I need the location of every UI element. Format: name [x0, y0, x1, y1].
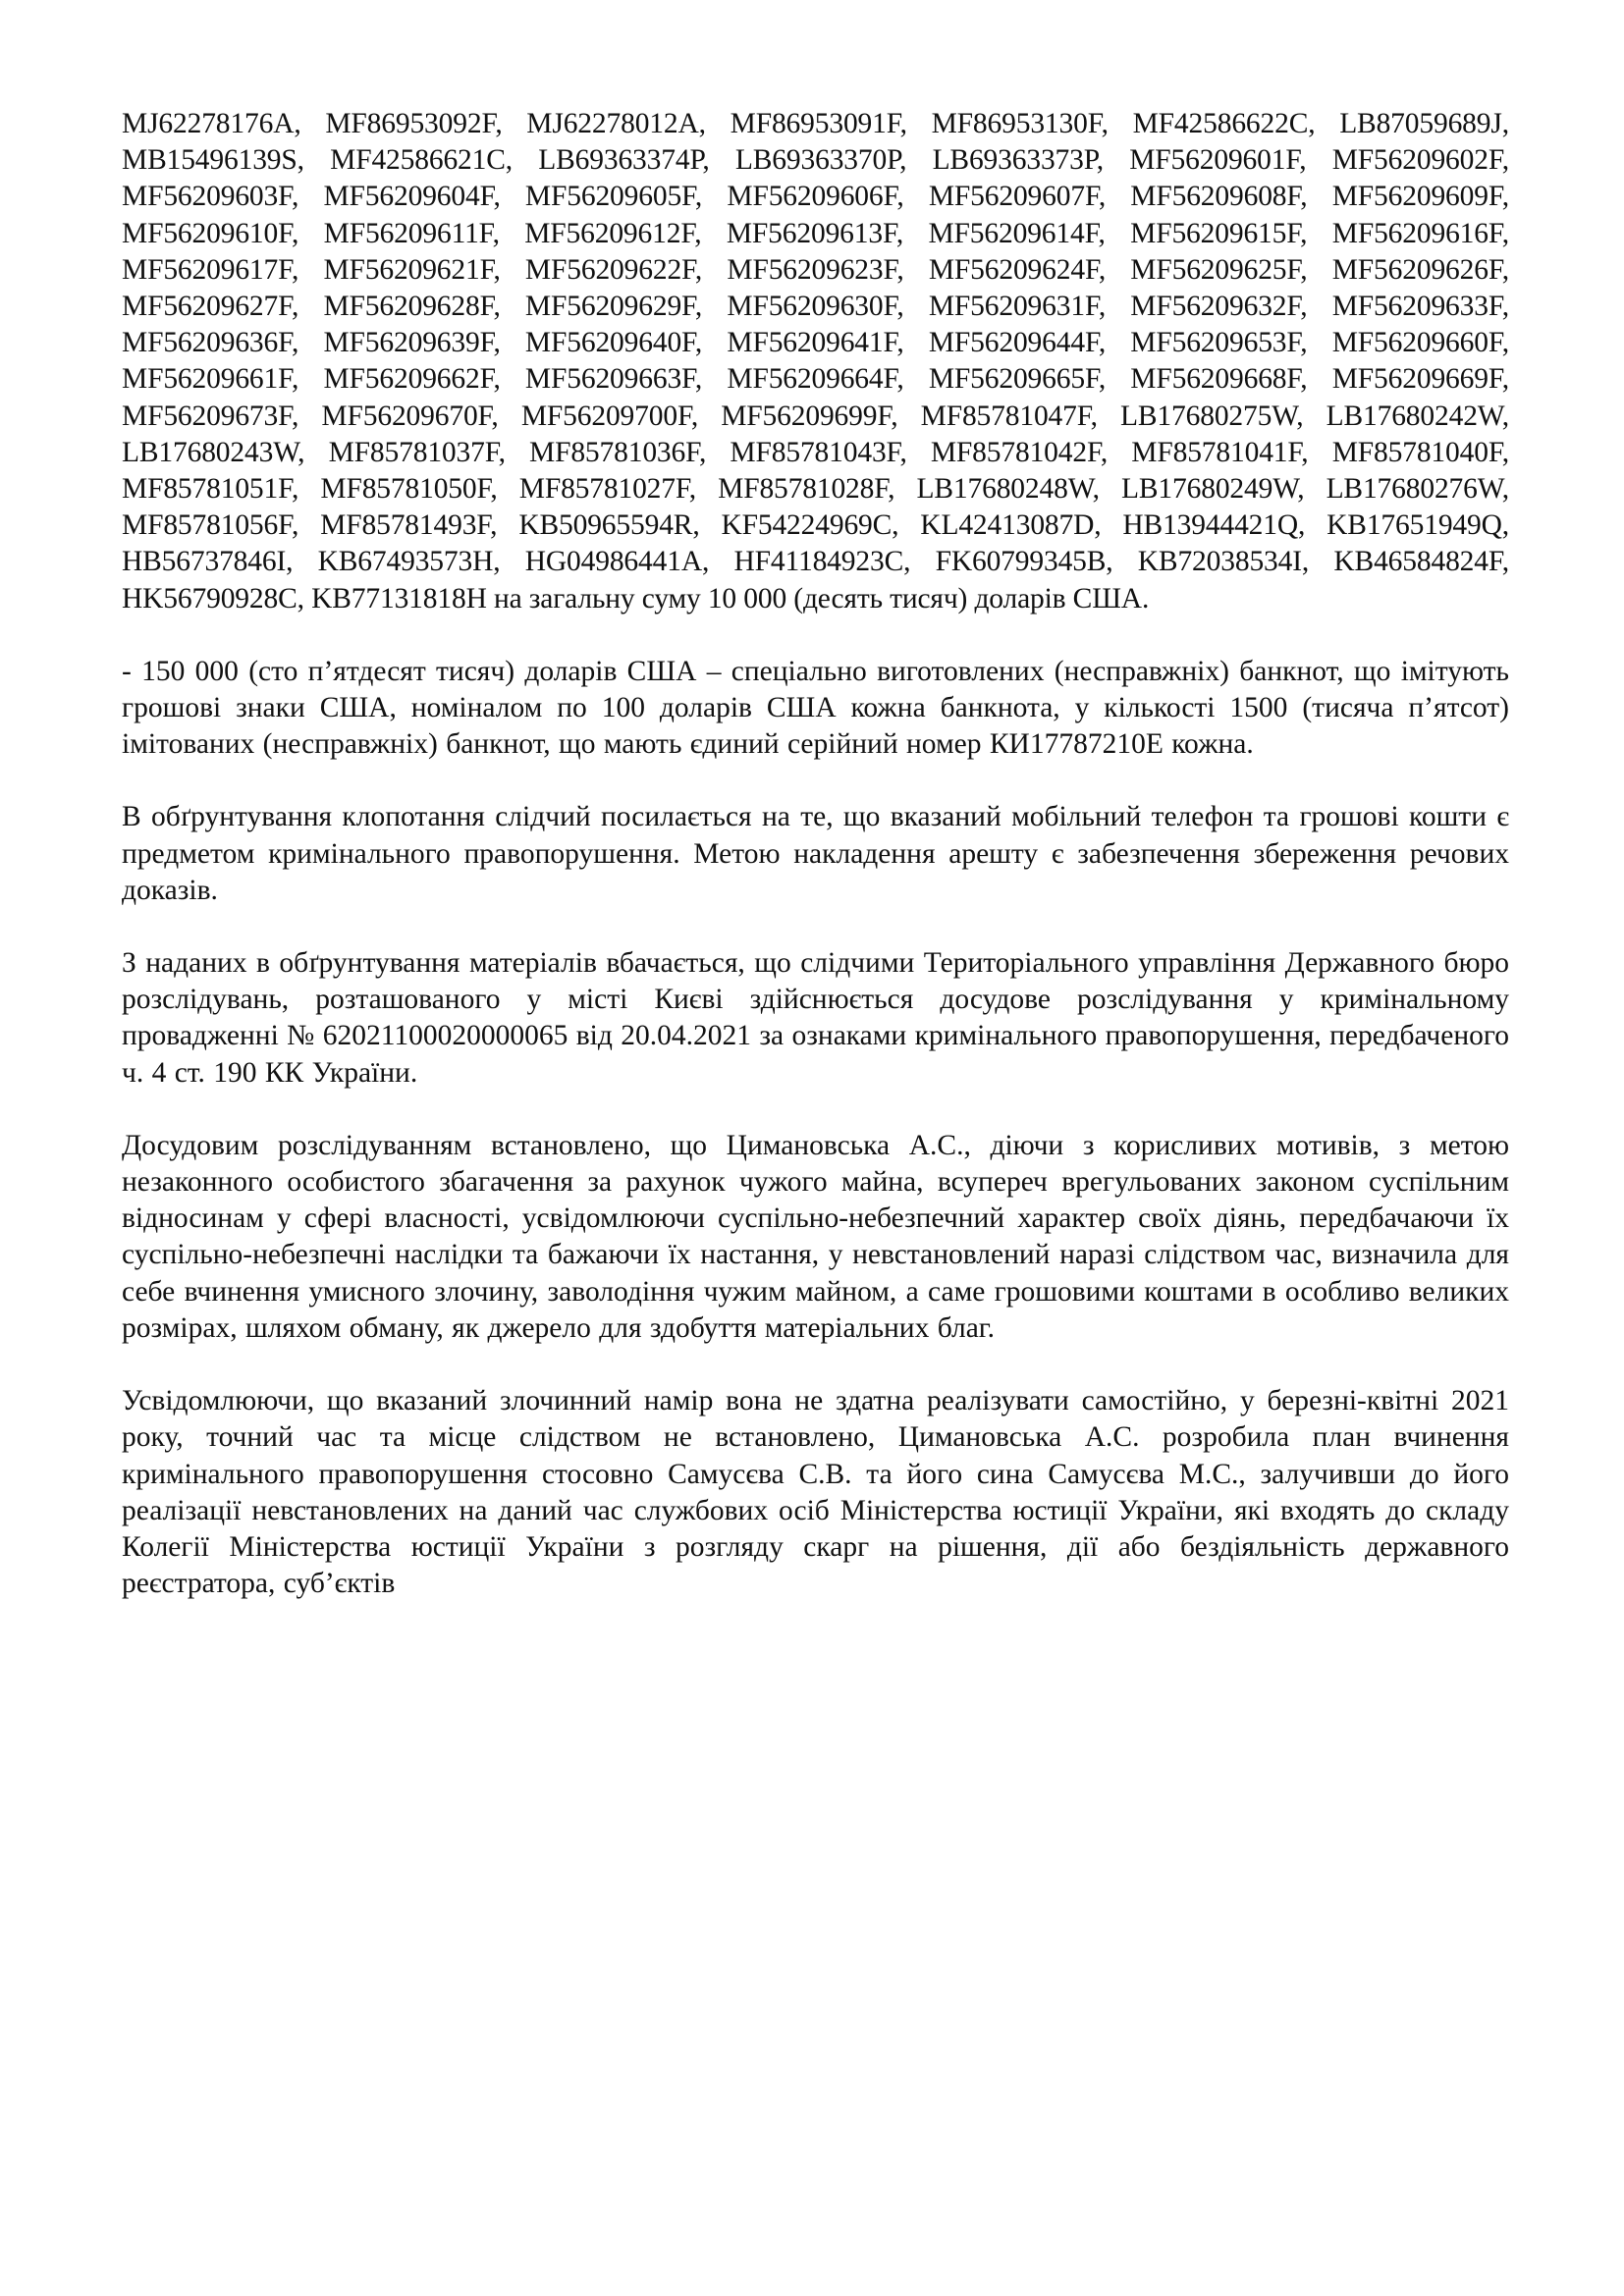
document-page — [122, 106, 1509, 1602]
serial-number: MF56209670F, — [321, 400, 499, 432]
serial-number: MF56209602F, — [1331, 144, 1509, 177]
serial-number: LB17680249W, — [1121, 473, 1305, 506]
serial-number: MF85781027F, — [518, 473, 697, 506]
serial-number: MF56209623F, — [727, 253, 904, 286]
paragraph-pretrial-findings: Досудовим розслідуванням встановлено, що Цимановська А.С., діючи з корисливих мотивів, з метою незаконного особистого збагачення за рахунок чужого майна, всупереч врегульованих законом суспільним відносинам у сфері власності, усвідомлюючи суспільно-небезпечний характер своїх діянь, передбачаючи їх суспільно-небезпечні наслідки та бажаючи їх настання, у невстановлений наразі слідством час, визначила для себе вчинення умисного злочину, заволодіння чужим майном, а саме грошовими коштами в особливо великих розмірах, шляхом обману, як джерело для здобуття матеріальних благ. — [122, 1129, 1509, 1344]
serial-number: MF85781036F, — [529, 436, 707, 468]
serial-number: MF56209668F, — [1130, 363, 1308, 396]
serial-number: MF85781037F, — [328, 436, 506, 468]
serial-number: MF56209609F, — [1331, 181, 1509, 213]
serial-number: MF56209628F, — [323, 291, 501, 323]
serial-number: KB46584824F, — [1333, 546, 1509, 578]
serial-number: MF86953130F, — [931, 108, 1109, 139]
serial-number: MF56209663F, — [524, 363, 703, 396]
serial-number: LB69363373P, — [932, 144, 1104, 177]
serial-number: MF86953092F, — [325, 108, 503, 139]
serial-number: MF56209615F, — [1130, 217, 1308, 249]
serial-number: MF56209661F, — [122, 363, 299, 396]
serial-number: MF56209624F, — [928, 253, 1107, 286]
serial-number: MF56209616F, — [1331, 217, 1510, 249]
serial-number: MF56209626F, — [1331, 253, 1509, 286]
serial-number: MF85781042F, — [930, 436, 1109, 468]
serial-number: MF85781056F, — [122, 509, 299, 542]
serial-number: MF85781493F, — [320, 509, 498, 542]
serial-number: MF85781050F, — [320, 473, 498, 506]
serial-number: MF56209660F, — [1331, 327, 1509, 359]
serial-number: MF85781051F, — [122, 473, 299, 506]
serial-number: MB15496139S, — [122, 144, 304, 177]
serial-number: KB50965594R, — [518, 509, 700, 542]
serial-number: LB17680248W, — [916, 473, 1100, 506]
serial-number: MF56209653F, — [1130, 327, 1308, 359]
serial-number: MF56209625F, — [1130, 253, 1308, 286]
serial-number: MF56209612F, — [524, 217, 702, 249]
serial-number: MF56209621F, — [323, 253, 501, 286]
serial-number: MF56209662F, — [323, 363, 501, 396]
serial-number: HK56790928C, — [122, 582, 304, 614]
serial-number: HB13944421Q, — [1122, 509, 1306, 542]
serial-number: LB87059689J, — [1339, 108, 1509, 139]
serial-number: MF42586621C, — [330, 144, 514, 177]
serial-number: MF85781028F, — [718, 473, 895, 506]
paragraph-grounds-for-motion: В обґрунтування клопотання слідчий посилається на те, що вказаний мобільний телефон та грошові кошти є предметом кримінального правопорушення. Метою накладення арешту є забезпечення збереження речових доказів. — [122, 801, 1509, 906]
serial-number: KL42413087D, — [920, 509, 1102, 542]
serial-number: KB72038534I, — [1137, 546, 1310, 578]
serial-number: MF56209611F, — [323, 217, 500, 249]
banknote-serial-list — [122, 106, 1509, 617]
serial-number: MF56209644F, — [928, 327, 1107, 359]
serial-number: MF56209606F, — [727, 181, 904, 213]
serial-number: MF56209632F, — [1130, 291, 1308, 323]
serial-number: MF56209614F, — [928, 217, 1106, 249]
serial-number: MF56209629F, — [524, 291, 703, 323]
serial-number: LB69363374P, — [538, 144, 710, 177]
serial-number: LB17680242W, — [1326, 400, 1510, 432]
paragraph-investigation-materials: З наданих в обґрунтування матеріалів вбачається, що слідчими Територіального управління Державного бюро розслідувань, розташованого у місті Києві здійснюється досудове розслідування у кримінальному провадженні № 62021100020000065 від 20.04.2021 за ознаками кримінального правопорушення, передбаченого ч. 4 ст. 190 КК України. — [122, 947, 1509, 1089]
serial-number: MF56209639F, — [323, 327, 501, 359]
serial-number: MF56209665F, — [928, 363, 1107, 396]
serial-number: MF56209604F, — [323, 181, 501, 213]
serial-number: MF56209605F, — [524, 181, 703, 213]
serial-number: MF56209630F, — [727, 291, 904, 323]
paragraph-counterfeit-banknotes: - 150 000 (сто п’ятдесят тисяч) доларів США – спеціально виготовлених (несправжніх) банкнот, що імітують грошові знаки США, номіналом по 100 доларів США кожна банкнота, у кількості 1500 (тисяча п’ятсот) імітованих (несправжніх) банкнот, що мають єдиний серійний номер КИ17787210Е кожна. — [122, 655, 1509, 761]
serial-number: KB67493573H, — [317, 546, 501, 578]
serial-number: KF54224969C, — [721, 509, 899, 542]
serial-number: MJ62278176A, — [122, 108, 301, 139]
total-amount-text: на загальну суму 10 000 (десять тисяч) доларів США. — [493, 582, 1150, 614]
serial-number: MF85781047F, — [920, 400, 1098, 432]
serial-number: MF56209699F, — [721, 400, 898, 432]
serial-number: MF85781043F, — [730, 436, 907, 468]
serial-number: FK60799345B, — [935, 546, 1113, 578]
paragraph-criminal-plan: Усвідомлюючи, що вказаний злочинний намір вона не здатна реалізувати самостійно, у березні-квітні 2021 року, точний час та місце слідством не встановлено, Цимановська А.С. розробила план вчинення кримінального правопорушення стосовно Самусєва С.В. та його сина Самусєва М.С., залучивши до його реалізації невстановлених на даний час службових осіб Міністерства юстиції України, які входять до складу Колегії Міністерства юстиції України з розгляду скарг на рішення, дії або бездіяльність державного реєстратора, суб’єктів — [122, 1385, 1509, 1600]
serial-number: MF56209603F, — [122, 181, 299, 213]
serial-number: MF56209617F, — [122, 253, 299, 286]
serial-number: MF56209669F, — [1331, 363, 1509, 396]
serial-number: MF86953091F, — [730, 108, 907, 139]
serial-number: KB17651949Q, — [1326, 509, 1509, 542]
serial-number: HF41184923C, — [733, 546, 911, 578]
serial-number: HB56737846I, — [122, 546, 294, 578]
serial-number: MF56209622F, — [524, 253, 703, 286]
serial-number: HG04986441A, — [524, 546, 710, 578]
serial-number: MF85781040F, — [1331, 436, 1509, 468]
serial-number: MF56209608F, — [1130, 181, 1308, 213]
serial-number: MF56209664F, — [727, 363, 904, 396]
serial-number: MF56209601F, — [1129, 144, 1307, 177]
serial-number: MJ62278012A, — [526, 108, 706, 139]
serial-number: LB17680276W, — [1326, 473, 1509, 506]
serial-number: MF56209636F, — [122, 327, 299, 359]
serial-number: MF56209613F, — [726, 217, 904, 249]
serial-number: LB17680243W, — [122, 436, 305, 468]
serial-number: MF56209633F, — [1331, 291, 1509, 323]
serial-number: LB17680275W, — [1120, 400, 1304, 432]
serial-number: MF56209673F, — [122, 400, 299, 432]
serial-number: MF85781041F, — [1131, 436, 1309, 468]
serial-number: MF56209640F, — [524, 327, 703, 359]
serial-number: MF56209700F, — [520, 400, 699, 432]
serial-number: MF56209627F, — [122, 291, 299, 323]
serial-number: MF56209641F, — [727, 327, 904, 359]
serial-number: MF56209610F, — [122, 217, 299, 249]
serial-number: LB69363370P, — [734, 144, 907, 177]
serial-number: MF56209631F, — [928, 291, 1107, 323]
serial-number: MF42586622C, — [1132, 108, 1316, 139]
serial-number: MF56209607F, — [928, 181, 1107, 213]
serial-number: KB77131818H — [311, 582, 487, 614]
